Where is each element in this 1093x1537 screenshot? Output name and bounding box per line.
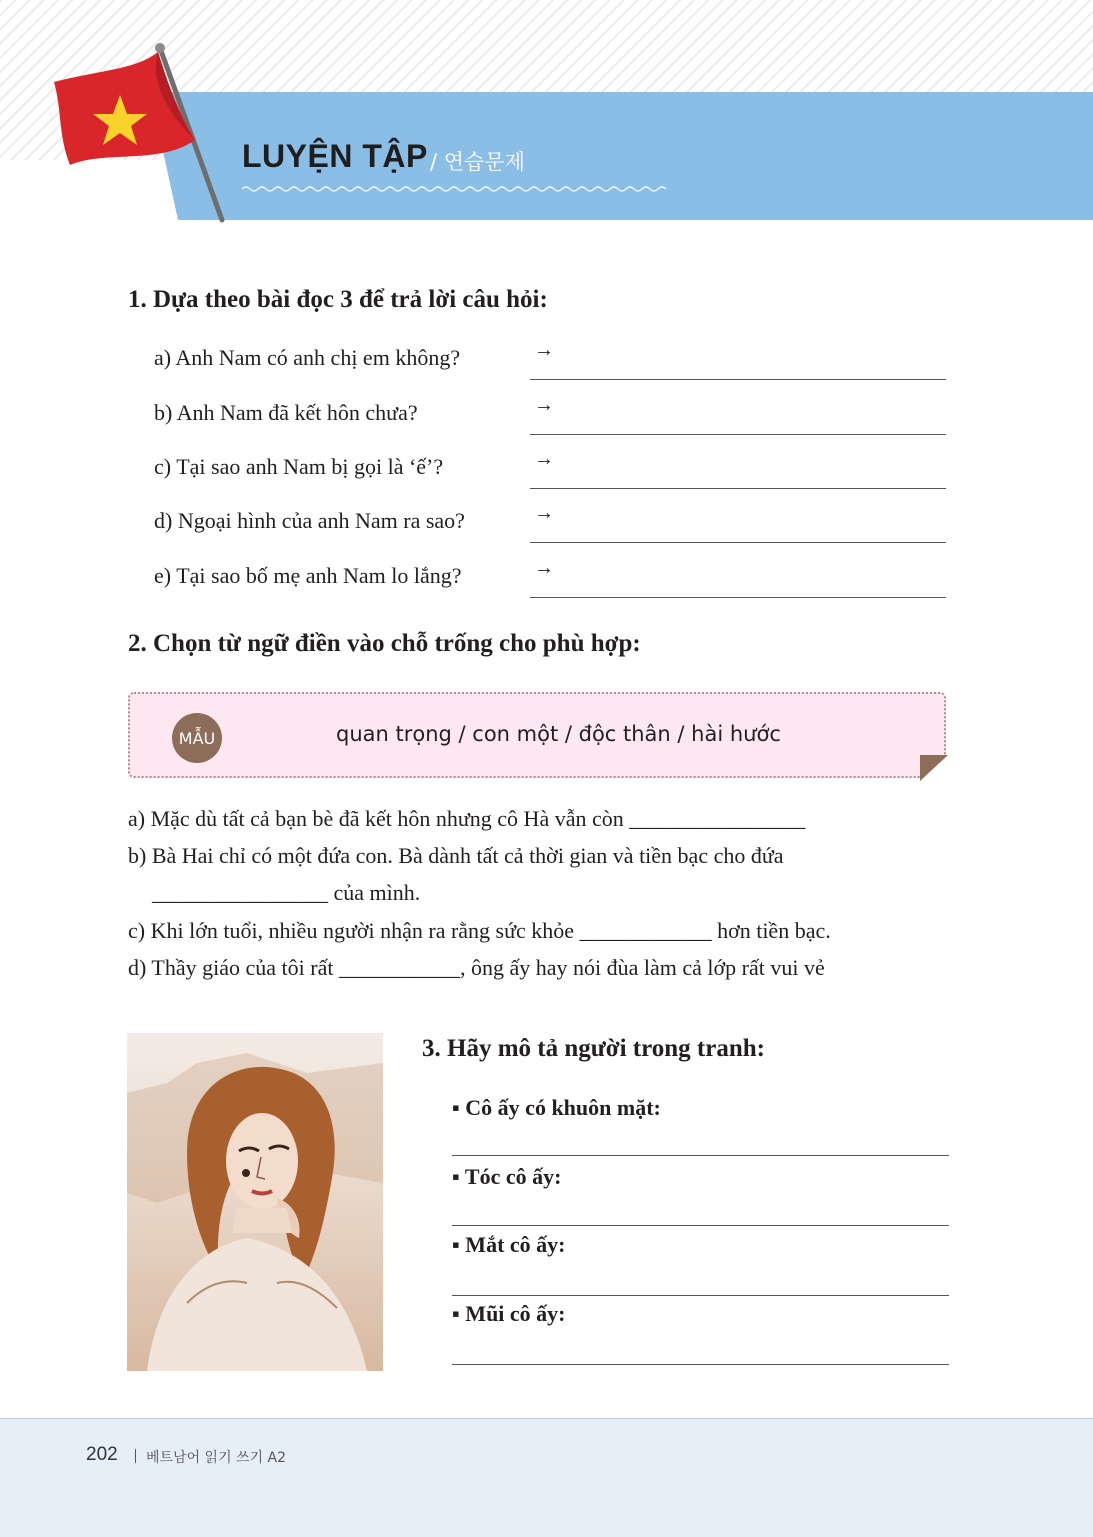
footer-separator <box>135 1449 136 1463</box>
book-title: 베트남어 읽기 쓰기 A2 <box>146 1450 287 1466</box>
answer-line[interactable] <box>530 488 946 489</box>
fill-blank-sentence: ________________ của mình. <box>152 880 421 905</box>
question-text: b) Anh Nam đã kết hôn chưa? <box>154 400 418 425</box>
arrow-icon: → <box>534 502 554 524</box>
page-title: LUYỆN TẬP <box>242 138 428 174</box>
title-underline <box>242 184 667 194</box>
arrow-icon: → <box>534 557 554 579</box>
answer-line[interactable] <box>452 1225 949 1226</box>
answer-line[interactable] <box>530 597 946 598</box>
description-label: ▪ Cô ấy có khuôn mặt: <box>452 1095 661 1120</box>
question-row <box>154 339 946 385</box>
answer-line[interactable] <box>530 542 946 543</box>
question-row <box>154 394 946 440</box>
section3-heading: 3. Hãy mô tả người trong tranh: <box>422 1035 765 1062</box>
description-label: ▪ Mắt cô ấy: <box>452 1232 566 1257</box>
section1-heading: 1. Dựa theo bài đọc 3 để trả lời câu hỏi: <box>128 286 548 313</box>
page-number: 202 <box>86 1444 118 1465</box>
question-text: a) Anh Nam có anh chị em không? <box>154 345 461 370</box>
page-subtitle: / 연습문제 <box>430 150 525 174</box>
question-row <box>154 448 946 494</box>
fill-blank-sentence: c) Khi lớn tuổi, nhiều người nhận ra rằng sức khỏe ____________ hơn tiền bạc. <box>128 918 831 943</box>
arrow-icon: → <box>534 448 554 470</box>
description-label: ▪ Mũi cô ấy: <box>452 1301 566 1326</box>
portrait-image <box>127 1033 383 1371</box>
answer-line[interactable] <box>452 1155 949 1156</box>
question-text: d) Ngoại hình của anh Nam ra sao? <box>154 508 465 533</box>
fill-blank-sentence: a) Mặc dù tất cả bạn bè đã kết hôn nhưng cô Hà vẫn còn ________________ <box>128 806 806 831</box>
question-row <box>154 502 946 548</box>
example-badge: MẪU <box>172 713 222 763</box>
page-footer <box>0 1418 1093 1537</box>
question-text: c) Tại sao anh Nam bị gọi là ‘ế’? <box>154 454 444 479</box>
vietnam-flag-icon <box>40 40 240 230</box>
fill-blank-sentence: b) Bà Hai chỉ có một đứa con. Bà dành tất cả thời gian và tiền bạc cho đứa <box>128 843 784 868</box>
description-label: ▪ Tóc cô ấy: <box>452 1164 562 1189</box>
answer-line[interactable] <box>530 379 946 380</box>
answer-line[interactable] <box>530 434 946 435</box>
fill-blank-sentence: d) Thầy giáo của tôi rất ___________, ông ấy hay nói đùa làm cả lớp rất vui vẻ <box>128 955 825 980</box>
answer-line[interactable] <box>452 1364 949 1365</box>
question-row <box>154 557 946 603</box>
section2-heading: 2. Chọn từ ngữ điền vào chỗ trống cho phù hợp: <box>128 630 641 657</box>
question-text: e) Tại sao bố mẹ anh Nam lo lắng? <box>154 563 462 588</box>
word-bank: quan trọng / con một / độc thân / hài hước <box>336 722 781 746</box>
arrow-icon: → <box>534 394 554 416</box>
arrow-icon: → <box>534 339 554 361</box>
answer-line[interactable] <box>452 1295 949 1296</box>
portrait-sketch <box>127 1033 383 1371</box>
